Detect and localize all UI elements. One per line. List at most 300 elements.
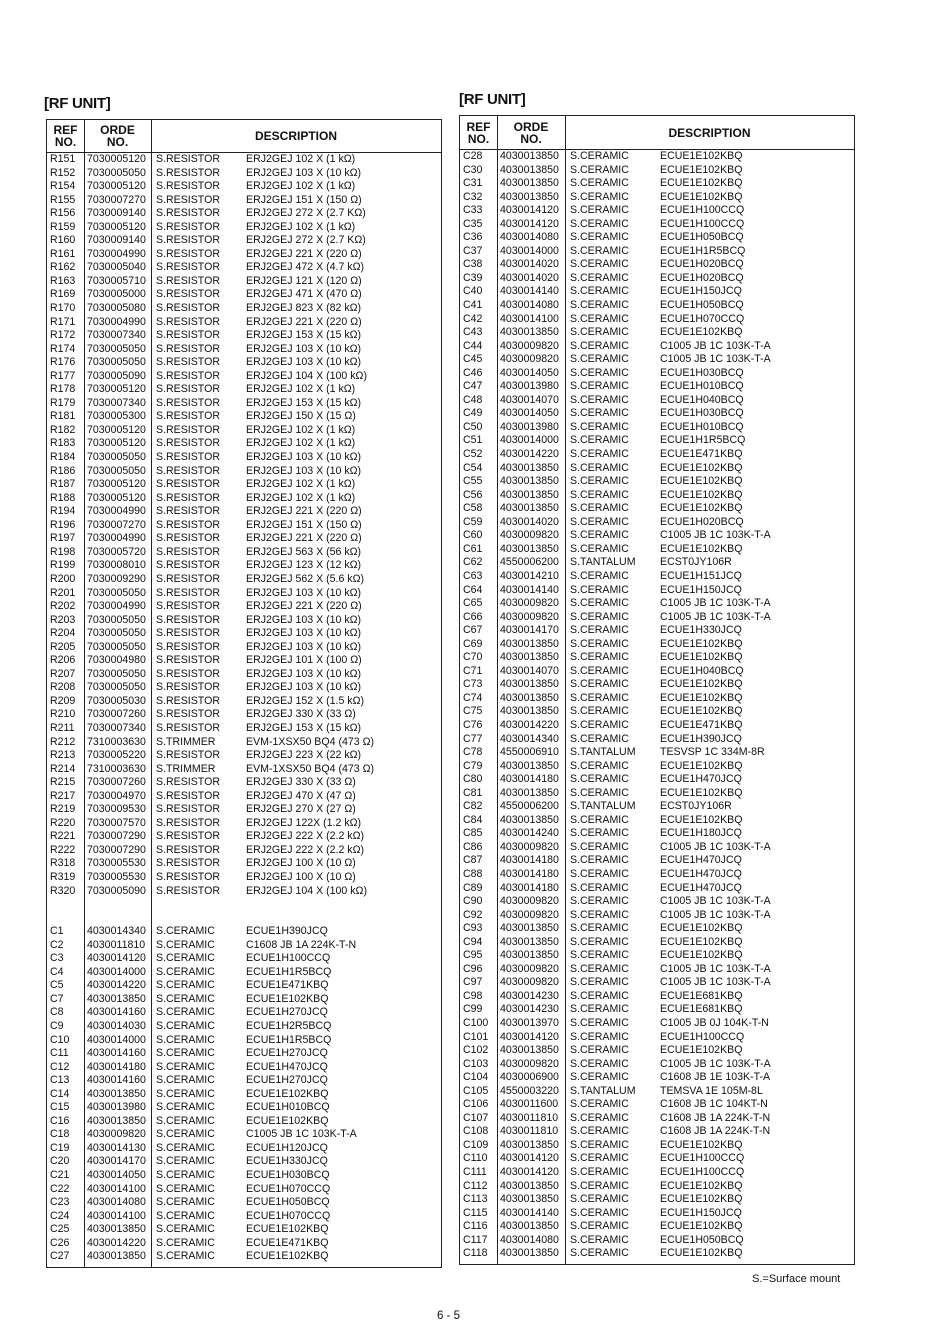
ref-no: C10	[50, 1033, 70, 1046]
ref-no: C1	[50, 925, 64, 938]
table-row	[47, 207, 441, 221]
part-type: S.CERAMIC	[570, 651, 629, 664]
ref-no: C93	[463, 922, 483, 935]
part-description: C1005 JB 1C 103K-T-A	[660, 597, 771, 610]
order-no: 4030014120	[500, 1152, 559, 1165]
order-no: 4030013850	[500, 786, 559, 799]
order-no: 4030013850	[500, 163, 559, 176]
order-no: 7030005080	[87, 302, 146, 315]
part-description: C1005 JB 0J 104K-T-N	[660, 1017, 769, 1029]
part-description: ECUE1H1R5BCQ	[246, 1033, 332, 1046]
ref-no: C45	[463, 353, 483, 366]
part-description: ECUE1E102KBQ	[660, 678, 743, 691]
ref-no: R207	[50, 667, 76, 680]
ref-no: C55	[463, 475, 483, 488]
table-row	[460, 597, 854, 611]
part-description: ECUE1E102KBQ	[660, 1138, 743, 1151]
part-description: ERJ2GEJ 152 X (1.5 kΩ)	[246, 694, 365, 707]
table-row	[47, 844, 441, 858]
part-type: S.TRIMMER	[156, 735, 216, 748]
part-type: S.CERAMIC	[570, 922, 629, 935]
part-type: S.CERAMIC	[156, 1250, 215, 1263]
order-no: 7030005720	[87, 545, 146, 558]
order-no: 4030011810	[87, 938, 146, 951]
table-row	[460, 1152, 854, 1166]
part-type: S.CERAMIC	[156, 952, 215, 965]
order-no: 4030014070	[500, 664, 559, 677]
table-row	[47, 275, 441, 289]
ref-no: C12	[50, 1060, 70, 1073]
ref-no: C26	[50, 1236, 70, 1249]
table-row	[460, 204, 854, 218]
table-row	[460, 421, 854, 435]
part-description: ERJ2GEJ 102 X (1 kΩ)	[246, 423, 356, 436]
right-header-ref: REF NO.	[466, 119, 491, 146]
order-no: 4030014120	[500, 204, 559, 217]
table-row	[460, 787, 854, 801]
part-type: S.CERAMIC	[570, 1206, 629, 1219]
ref-no: C59	[463, 515, 483, 528]
part-type: S.CERAMIC	[156, 1236, 215, 1249]
ref-no: C84	[463, 813, 483, 826]
part-type: S.RESISTOR	[156, 545, 220, 558]
part-description: ERJ2GEJ 472 X (4.7 kΩ)	[246, 261, 365, 274]
table-row	[460, 705, 854, 719]
order-no: 7030005120	[87, 491, 146, 504]
part-type: S.CERAMIC	[570, 1044, 629, 1057]
part-type: S.RESISTOR	[156, 681, 220, 694]
part-type: S.CERAMIC	[570, 895, 629, 908]
order-no: 4030014050	[500, 407, 559, 420]
part-description: ECUE1H040BCQ	[660, 393, 744, 406]
part-description: ECUE1H100CCQ	[660, 204, 745, 217]
part-type: S.RESISTOR	[156, 423, 220, 436]
table-row	[47, 654, 441, 668]
order-no: 4030013970	[500, 1017, 559, 1029]
order-no: 7030004990	[87, 315, 146, 328]
table-row	[47, 288, 441, 302]
order-no: 7030009530	[87, 803, 146, 816]
table-row	[47, 600, 441, 614]
left-header-order: ORDE NO.	[100, 123, 135, 149]
ref-no: C21	[50, 1169, 70, 1182]
table-row	[47, 857, 441, 871]
ref-no: C31	[463, 177, 483, 190]
table-row	[47, 1006, 441, 1020]
order-no: 7030005530	[87, 870, 146, 883]
part-description: ECUE1H180JCQ	[660, 827, 742, 840]
order-no: 4030013850	[500, 542, 559, 555]
part-type: S.RESISTOR	[156, 410, 220, 423]
part-type: S.RESISTOR	[156, 220, 220, 233]
order-no: 7030007340	[87, 396, 146, 409]
part-description: ECUE1H120JCQ	[246, 1141, 328, 1154]
part-type: S.RESISTOR	[156, 559, 220, 572]
part-description: ECUE1H390JCQ	[246, 925, 328, 938]
part-type: S.RESISTOR	[156, 518, 220, 531]
table-row	[460, 800, 854, 814]
table-row	[47, 153, 441, 167]
part-type: S.CERAMIC	[570, 1220, 629, 1233]
part-description: C1005 JB 1C 103K-T-A	[660, 976, 771, 989]
ref-no: R174	[50, 342, 76, 355]
right-table-body	[460, 150, 854, 1261]
ref-no: C38	[463, 258, 483, 271]
part-type: S.CERAMIC	[570, 393, 629, 406]
table-row	[460, 1017, 854, 1031]
part-description: ECUE1E102KBQ	[660, 1247, 743, 1260]
ref-no: C37	[463, 244, 483, 257]
part-description: C1005 JB 1C 103K-T-A	[660, 610, 771, 623]
table-row	[47, 979, 441, 993]
order-no: 7030005120	[87, 220, 146, 233]
order-no: 4030014160	[87, 1006, 146, 1019]
part-description: ECUE1E102KBQ	[660, 691, 743, 704]
order-no: 4030014340	[87, 925, 146, 938]
part-type: S.CERAMIC	[156, 1169, 215, 1182]
order-no: 4030013850	[500, 177, 559, 190]
table-row	[47, 614, 441, 628]
ref-no: R212	[50, 735, 76, 748]
ref-no: R219	[50, 803, 76, 816]
ref-no: C81	[463, 786, 483, 799]
table-row	[460, 1085, 854, 1099]
part-type: S.RESISTOR	[156, 464, 220, 477]
order-no: 4030014020	[500, 258, 559, 271]
ref-no: C22	[50, 1182, 70, 1195]
order-no: 4030013980	[500, 380, 559, 393]
part-type: S.RESISTOR	[156, 505, 220, 518]
part-description: ECUE1H070CCQ	[246, 1209, 331, 1222]
ref-no: C62	[463, 556, 483, 569]
ref-no: R208	[50, 681, 76, 694]
part-type: S.RESISTOR	[156, 884, 220, 897]
part-type: S.CERAMIC	[570, 502, 629, 515]
part-description: ERJ2GEJ 102 X (1 kΩ)	[246, 437, 356, 450]
part-description: ERJ2GEJ 121 X (120 Ω)	[246, 274, 362, 287]
ref-no: C43	[463, 326, 483, 339]
order-no: 4030013980	[500, 420, 559, 433]
ref-no: C54	[463, 461, 483, 474]
table-row	[47, 180, 441, 194]
order-no: 4030014340	[500, 732, 559, 745]
part-description: ECUE1H470JCQ	[660, 881, 742, 894]
part-description: ECUE1H470JCQ	[660, 773, 742, 786]
ref-no: R201	[50, 586, 76, 599]
table-row	[47, 356, 441, 370]
order-no: 4030014220	[87, 1236, 146, 1249]
part-description: TEMSVA 1E 105M-8L	[660, 1084, 763, 1097]
table-row	[460, 448, 854, 462]
ref-no: R204	[50, 627, 76, 640]
part-description: ECUE1E102KBQ	[246, 1087, 329, 1100]
part-type: S.CERAMIC	[570, 448, 629, 461]
ref-no: C95	[463, 949, 483, 962]
part-description: C1005 JB 1C 103K-T-A	[660, 840, 771, 853]
part-description: ECUE1H151JCQ	[660, 569, 742, 582]
ref-no: R202	[50, 600, 76, 613]
order-no: 7030005040	[87, 261, 146, 274]
ref-no: R163	[50, 274, 76, 287]
part-type: S.RESISTOR	[156, 369, 220, 382]
table-row	[47, 437, 441, 451]
part-type: S.CERAMIC	[570, 773, 629, 786]
table-row	[47, 302, 441, 316]
part-type: S.CERAMIC	[570, 840, 629, 853]
part-description: ERJ2GEJ 330 X (33 Ω)	[246, 776, 356, 789]
table-row	[460, 1247, 854, 1261]
part-type: S.CERAMIC	[570, 705, 629, 718]
ref-no: R187	[50, 478, 76, 491]
table-row	[460, 231, 854, 245]
ref-no: R169	[50, 288, 76, 301]
ref-no: C32	[463, 190, 483, 203]
part-type: S.CERAMIC	[570, 190, 629, 203]
part-type: S.CERAMIC	[570, 285, 629, 298]
order-no: 7030007290	[87, 830, 146, 843]
part-description: ERJ2GEJ 151 X (150 Ω)	[246, 518, 362, 531]
order-no: 4030009820	[500, 339, 559, 352]
ref-no: R177	[50, 369, 76, 382]
table-row	[460, 434, 854, 448]
order-no: 4030013850	[500, 705, 559, 718]
part-type: S.RESISTOR	[156, 234, 220, 247]
part-description: ECUE1E102KBQ	[660, 488, 743, 501]
ref-no: R215	[50, 776, 76, 789]
part-description: C1005 JB 1C 103K-T-A	[246, 1128, 357, 1141]
part-type: S.CERAMIC	[570, 258, 629, 271]
part-description: ERJ2GEJ 562 X (5.6 kΩ)	[246, 572, 365, 585]
ref-no: C49	[463, 407, 483, 420]
order-no: 4030014120	[87, 952, 146, 965]
part-type: S.CERAMIC	[570, 1233, 629, 1246]
order-no: 4030013850	[500, 935, 559, 948]
part-description: C1608 JB 1A 224K-T-N	[246, 938, 357, 951]
part-description: ERJ2GEJ 103 X (10 kΩ)	[246, 667, 362, 680]
order-no: 4030014000	[500, 244, 559, 257]
part-description: ERJ2GEJ 104 X (100 kΩ)	[246, 884, 367, 897]
table-row	[460, 922, 854, 936]
table-row	[47, 221, 441, 235]
order-no: 7030005050	[87, 451, 146, 464]
part-type: S.CERAMIC	[570, 1017, 629, 1029]
table-row	[47, 790, 441, 804]
order-no: 4030014180	[500, 867, 559, 880]
ref-no: C90	[463, 895, 483, 908]
part-description: ERJ2GEJ 102 X (1 kΩ)	[246, 491, 356, 504]
table-row	[47, 871, 441, 885]
ref-no: C33	[463, 204, 483, 217]
table-row	[47, 722, 441, 736]
ref-no: C96	[463, 962, 483, 975]
part-description: ECUE1E102KBQ	[660, 949, 743, 962]
table-row	[47, 1142, 441, 1156]
ref-no: C110	[463, 1152, 488, 1165]
part-type: S.CERAMIC	[570, 339, 629, 352]
order-no: 4030014050	[87, 1169, 146, 1182]
part-type: S.CERAMIC	[156, 965, 215, 978]
part-type: S.RESISTOR	[156, 247, 220, 260]
part-type: S.CERAMIC	[570, 353, 629, 366]
order-no: 7030005050	[87, 342, 146, 355]
part-type: S.RESISTOR	[156, 613, 220, 626]
part-type: S.CERAMIC	[570, 1125, 629, 1138]
order-no: 4030013850	[500, 1138, 559, 1151]
table-row	[460, 963, 854, 977]
order-no: 7030004980	[87, 654, 146, 667]
ref-no: C113	[463, 1193, 488, 1206]
order-no: 4030009820	[500, 597, 559, 610]
part-description: ECUE1E102KBQ	[660, 786, 743, 799]
part-description: C1005 JB 1C 103K-T-A	[660, 353, 771, 366]
ref-no: C63	[463, 569, 483, 582]
part-description: ERJ2GEJ 102 X (1 kΩ)	[246, 478, 356, 491]
order-no: 4550006200	[500, 556, 559, 569]
part-description: ERJ2GEJ 103 X (10 kΩ)	[246, 613, 362, 626]
ref-no: C40	[463, 285, 483, 298]
ref-no: C64	[463, 583, 483, 596]
table-row	[460, 272, 854, 286]
part-description: ERJ2GEJ 102 X (1 kΩ)	[246, 153, 356, 165]
order-no: 4030006900	[500, 1071, 559, 1084]
ref-no: C77	[463, 732, 483, 745]
order-no: 4030009820	[500, 1057, 559, 1070]
order-no: 4030013850	[87, 1114, 146, 1127]
ref-no: C74	[463, 691, 483, 704]
order-no: 4030013850	[500, 922, 559, 935]
table-row	[460, 733, 854, 747]
order-no: 4030013850	[500, 1247, 559, 1260]
order-no: 7030005300	[87, 410, 146, 423]
ref-no: C99	[463, 1003, 483, 1016]
part-description: ERJ2GEJ 103 X (10 kΩ)	[246, 342, 362, 355]
part-type: S.RESISTOR	[156, 843, 220, 856]
table-row	[47, 1169, 441, 1183]
ref-no: C61	[463, 542, 483, 555]
ref-no: C27	[50, 1250, 70, 1263]
part-description: ERJ2GEJ 223 X (22 kΩ)	[246, 749, 362, 762]
part-type: S.CERAMIC	[570, 461, 629, 474]
part-type: S.CERAMIC	[570, 1003, 629, 1016]
part-description: ECUE1E471KBQ	[660, 718, 743, 731]
order-no: 4030011810	[500, 1111, 559, 1124]
order-no: 4030014080	[500, 231, 559, 244]
ref-no: C108	[463, 1125, 489, 1138]
ref-no: C73	[463, 678, 483, 691]
table-row	[460, 353, 854, 367]
part-type: S.CERAMIC	[570, 488, 629, 501]
ref-no: R320	[50, 884, 76, 897]
order-no: 7030005030	[87, 694, 146, 707]
part-description: ECUE1E102KBQ	[660, 1220, 743, 1233]
table-row	[460, 1071, 854, 1085]
order-no: 4030014140	[500, 1206, 559, 1219]
part-description: ECUE1H100CCQ	[660, 1166, 745, 1179]
part-type: S.TANTALUM	[570, 746, 636, 759]
table-row	[460, 1058, 854, 1072]
part-description: C1005 JB 1C 103K-T-A	[660, 1057, 771, 1070]
part-type: S.RESISTOR	[156, 383, 220, 396]
ref-no: C44	[463, 339, 483, 352]
part-type: S.RESISTOR	[156, 193, 220, 206]
part-type: S.CERAMIC	[156, 1223, 215, 1236]
part-type: S.CERAMIC	[570, 217, 629, 230]
order-no: 4030009820	[500, 976, 559, 989]
part-description: ECUE1H270JCQ	[246, 1006, 328, 1019]
part-type: S.RESISTOR	[156, 153, 220, 165]
part-type: S.CERAMIC	[570, 1152, 629, 1165]
part-type: S.CERAMIC	[570, 1138, 629, 1151]
order-no: 7030004990	[87, 532, 146, 545]
order-no: 4030014170	[87, 1155, 146, 1168]
part-description: ECUE1E102KBQ	[660, 935, 743, 948]
ref-no: C111	[463, 1166, 487, 1179]
part-type: S.CERAMIC	[570, 976, 629, 989]
ref-no: C18	[50, 1128, 70, 1141]
part-description: C1005 JB 1C 103K-T-A	[660, 529, 771, 542]
ref-no: R211	[50, 721, 75, 734]
ref-no: C5	[50, 979, 64, 992]
order-no: 7030005050	[87, 356, 146, 369]
part-type: S.CERAMIC	[156, 992, 215, 1005]
ref-no: R194	[50, 505, 76, 518]
part-type: S.RESISTOR	[156, 532, 220, 545]
part-type: S.CERAMIC	[570, 434, 629, 447]
table-row	[460, 949, 854, 963]
ref-no: R172	[50, 329, 76, 342]
part-description: ERJ2GEJ 270 X (27 Ω)	[246, 803, 356, 816]
ref-no: R318	[50, 857, 76, 870]
ref-no: C60	[463, 529, 483, 542]
part-type: S.CERAMIC	[570, 827, 629, 840]
part-type: S.CERAMIC	[570, 1098, 629, 1111]
ref-no: R213	[50, 749, 76, 762]
order-no: 7030007260	[87, 776, 146, 789]
table-row	[47, 668, 441, 682]
part-description: ECUE1H070CCQ	[660, 312, 745, 325]
part-type: S.CERAMIC	[156, 925, 215, 938]
table-row	[47, 993, 441, 1007]
ref-no: R220	[50, 816, 76, 829]
table-row	[47, 1115, 441, 1129]
part-description: ERJ2GEJ 563 X (56 kΩ)	[246, 545, 362, 558]
ref-no: C87	[463, 854, 483, 867]
table-row	[47, 261, 441, 275]
part-type: S.CERAMIC	[570, 718, 629, 731]
part-description: ERJ2GEJ 330 X (33 Ω)	[246, 708, 356, 721]
part-type: S.CERAMIC	[570, 732, 629, 745]
order-no: 4030013850	[500, 637, 559, 650]
order-no: 4030014140	[500, 285, 559, 298]
part-description: ERJ2GEJ 272 X (2.7 KΩ)	[246, 234, 366, 247]
part-description: ECUE1E102KBQ	[660, 461, 743, 474]
part-type: S.RESISTOR	[156, 396, 220, 409]
part-description: ECUE1E681KBQ	[660, 989, 743, 1002]
part-description: ECUE1H270JCQ	[246, 1074, 328, 1087]
part-type: S.CERAMIC	[570, 597, 629, 610]
part-description: ECUE1H330JCQ	[660, 624, 742, 637]
table-row	[460, 1031, 854, 1045]
ref-no: R154	[50, 180, 76, 193]
part-description: ECUE1E102KBQ	[660, 922, 743, 935]
table-row	[460, 990, 854, 1004]
ref-no: C42	[463, 312, 483, 325]
ref-no: C78	[463, 746, 483, 759]
ref-no: R171	[50, 315, 76, 328]
part-description: ECUE1H010BCQ	[660, 420, 744, 433]
part-type: S.CERAMIC	[570, 569, 629, 582]
part-description: ECUE1H150JCQ	[660, 1206, 742, 1219]
